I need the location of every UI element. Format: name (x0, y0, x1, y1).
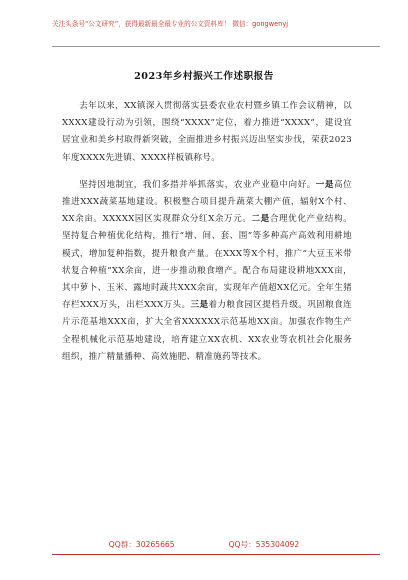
header-divider (52, 46, 380, 47)
point-one-marker: 一是 (315, 179, 334, 190)
point-three-text: 着力粮食园区提档升级。巩固粮食连片示范基地XXX亩，扩大全省XXXXXX示范基地XX亩。加强农作物生产全程机械化示范基地建设，培育建立XX农机、XX农业等农机社会化服务组织，推广精量播种、高效施肥、精准施药等技术。 (62, 300, 352, 362)
footer-divider (52, 554, 380, 555)
point-two-text: 合理优化产业结构。坚持复合种植优化结构，推行“增、间、套、围”等多种高产高效利用耕地模式，增加复种指数，提升粮食产量。在XXX等X个村，推广“大豆玉米带状复合种植”XX余亩，进一步推动粮食增产。配合布局建设耕地XXX亩，其中萝卜、玉米、露地时蔬共XXX余亩，实现年产值超XX亿元。全年生猪存栏XXX万头，出栏XXX万头。 (62, 214, 353, 311)
paragraph-agriculture (62, 177, 352, 366)
paragraph-intro: 去年以来，XX镇深入贯彻落实县委农业农村暨乡镇工作会议精神，以XXXX建设行动为引领，围绕“XXXX”定位，着力推进“XXXX”，建设宜居宜业和美乡村取得新突破，全面推进乡村振兴迈出坚实步伐，荣获2023年度XXXX先进镇、XXXX样板镇称号。 (62, 101, 352, 163)
header-banner: 关注头条号“公文研究”，获得最新最全最专业的公文资料库！ 微信：gongwenyj (52, 20, 289, 28)
point-two-marker: 二是 (251, 214, 270, 225)
footer-contacts (0, 539, 408, 550)
paragraph-lead: 坚持因地制宜，我们多措并举抓落实，农业产业稳中向好。 (79, 179, 316, 190)
point-one-text: 高位推进XXX蔬菜基地建设。积极整合项目提升蔬菜大棚产值，辐射X个村、XX余亩。XXXXX园区实现群众分红X余万元。 (62, 179, 352, 225)
qq-group: QQ群：30265665 (108, 540, 175, 549)
point-three-marker: 三是 (190, 300, 209, 311)
qq-number: QQ号：535304092 (228, 540, 300, 549)
document-body (62, 98, 352, 376)
document-title: 2023年乡村振兴工作述职报告 (134, 71, 274, 82)
